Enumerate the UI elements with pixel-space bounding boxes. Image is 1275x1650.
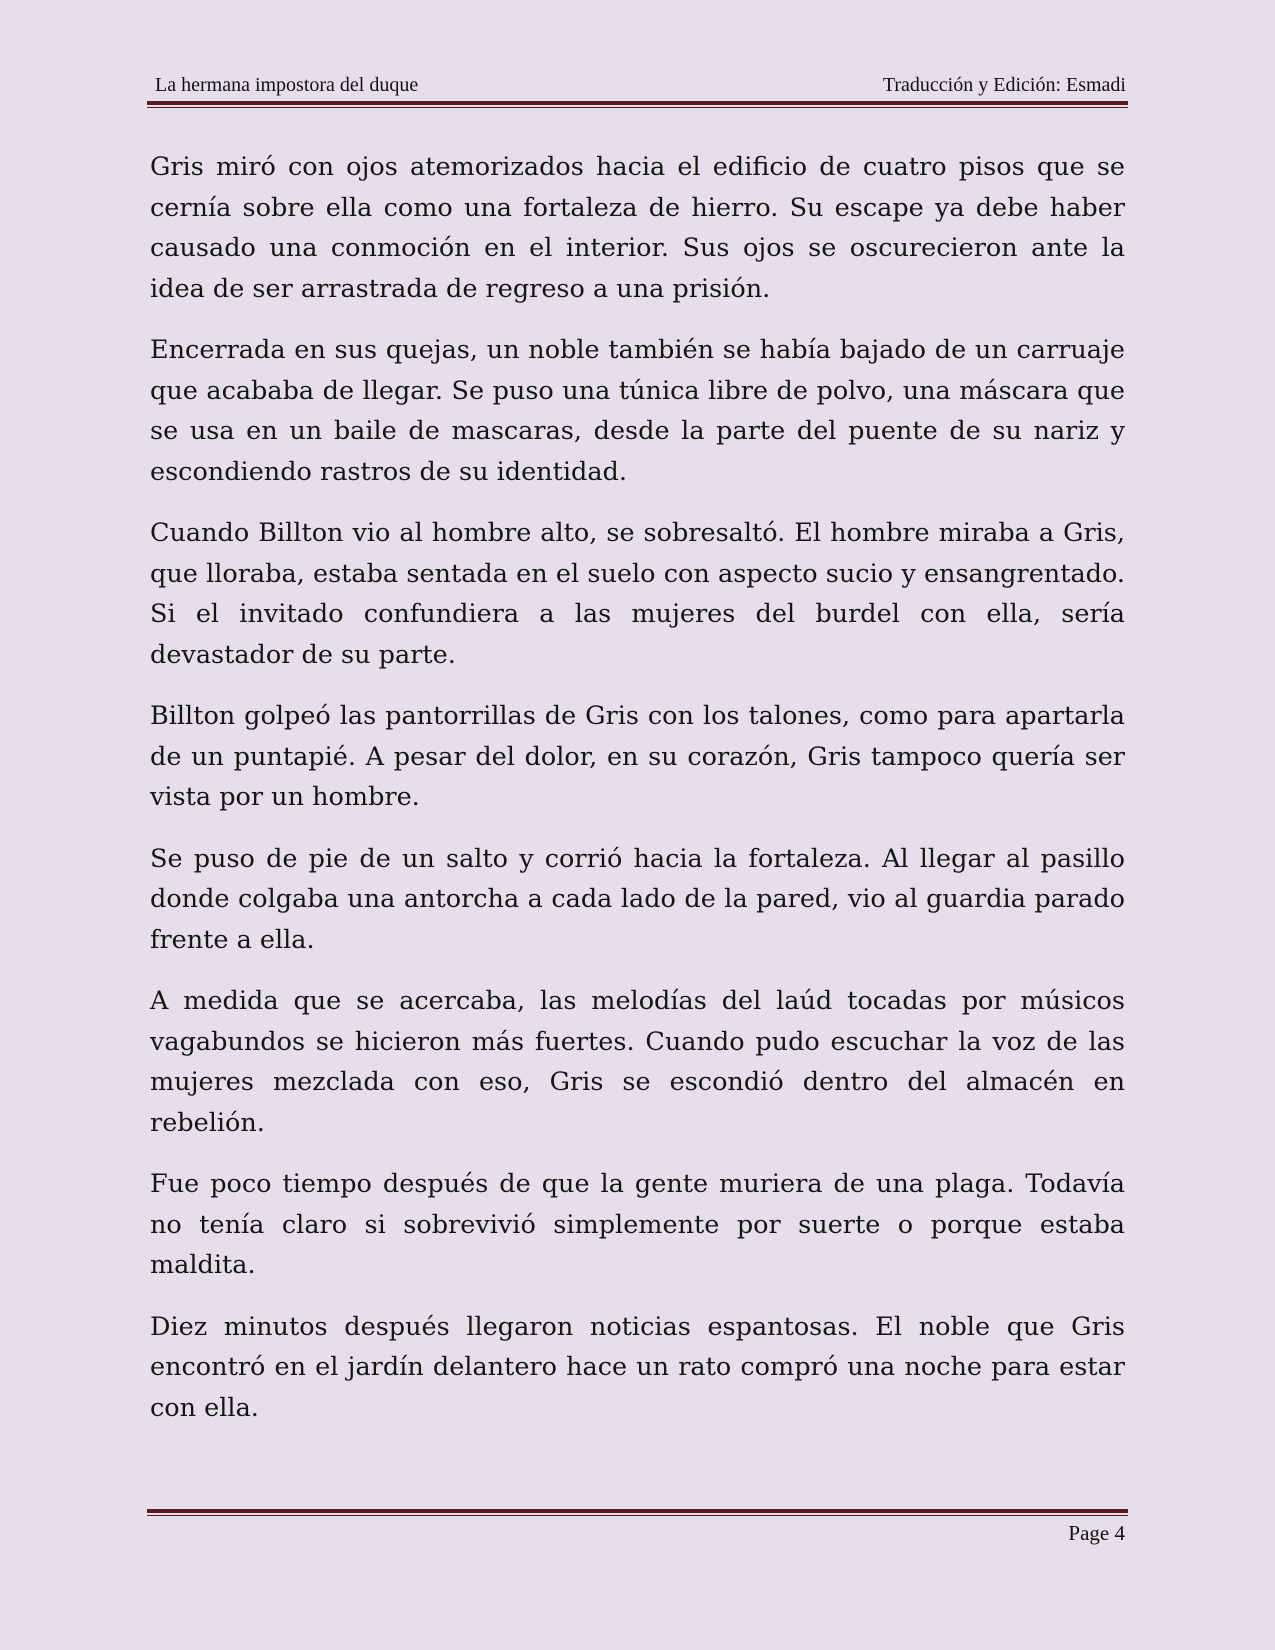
paragraph: Fue poco tiempo después de que la gente muriera de una plaga. Todavía no tenía claro si sobrevivió simplemente por suerte o porque estaba maldita. [150,1169,1125,1280]
paragraph: Billton golpeó las pantorrillas de Gris con los talones, como para apartarla de un puntapié. A pesar del dolor, en su corazón, Gris tampoco quería ser vista por un hombre. [150,701,1125,812]
page-header [150,74,1128,104]
paragraph: Se puso de pie de un salto y corrió hacia la fortaleza. Al llegar al pasillo donde colgaba una antorcha a cada lado de la pared, vio al guardia parado frente a ella. [150,843,1125,955]
paragraph: Cuando Billton vio al hombre alto, se sobresaltó. El hombre miraba a Gris, que lloraba, estaba sentada en el suelo con aspecto sucio y ensangrentado. Si el invitado confundiera a las mujeres del burdel con ella, sería devastador de su parte. [150,518,1125,670]
document-title: La hermana impostora del duque [155,74,419,96]
page-body [150,147,1125,1449]
footer-divider [147,1509,1128,1516]
paragraph: Encerrada en sus quejas, un noble también se había bajado de un carruaje que acababa de llegar. Se puso una túnica libre de polvo, una máscara que se usa en un baile de mascaras, desde la parte del puente de su nariz y escondiendo rastros de su identidad. [150,335,1125,487]
paragraph: Diez minutos después llegaron noticias espantosas. El noble que Gris encontró en el jardín delantero hace un rato compró una noche para estar con ella. [150,1311,1125,1423]
header-divider [147,101,1128,108]
paragraph: Gris miró con ojos atemorizados hacia el edificio de cuatro pisos que se cernía sobre ella como una fortaleza de hierro. Su escape ya debe haber causado una conmoción en el interior. Sus ojos se oscurecieron ante la idea de ser arrastrada de regreso a una prisión. [150,152,1125,304]
page-number: Page 4 [1068,1521,1125,1545]
translation-credit: Traducción y Edición: Esmadi [882,74,1126,96]
paragraph: A medida que se acercaba, las melodías del laúd tocadas por músicos vagabundos se hicieron más fuertes. Cuando pudo escuchar la voz de las mujeres mezclada con eso, Gris se escondió dentro del almacén en rebelión. [150,986,1125,1138]
